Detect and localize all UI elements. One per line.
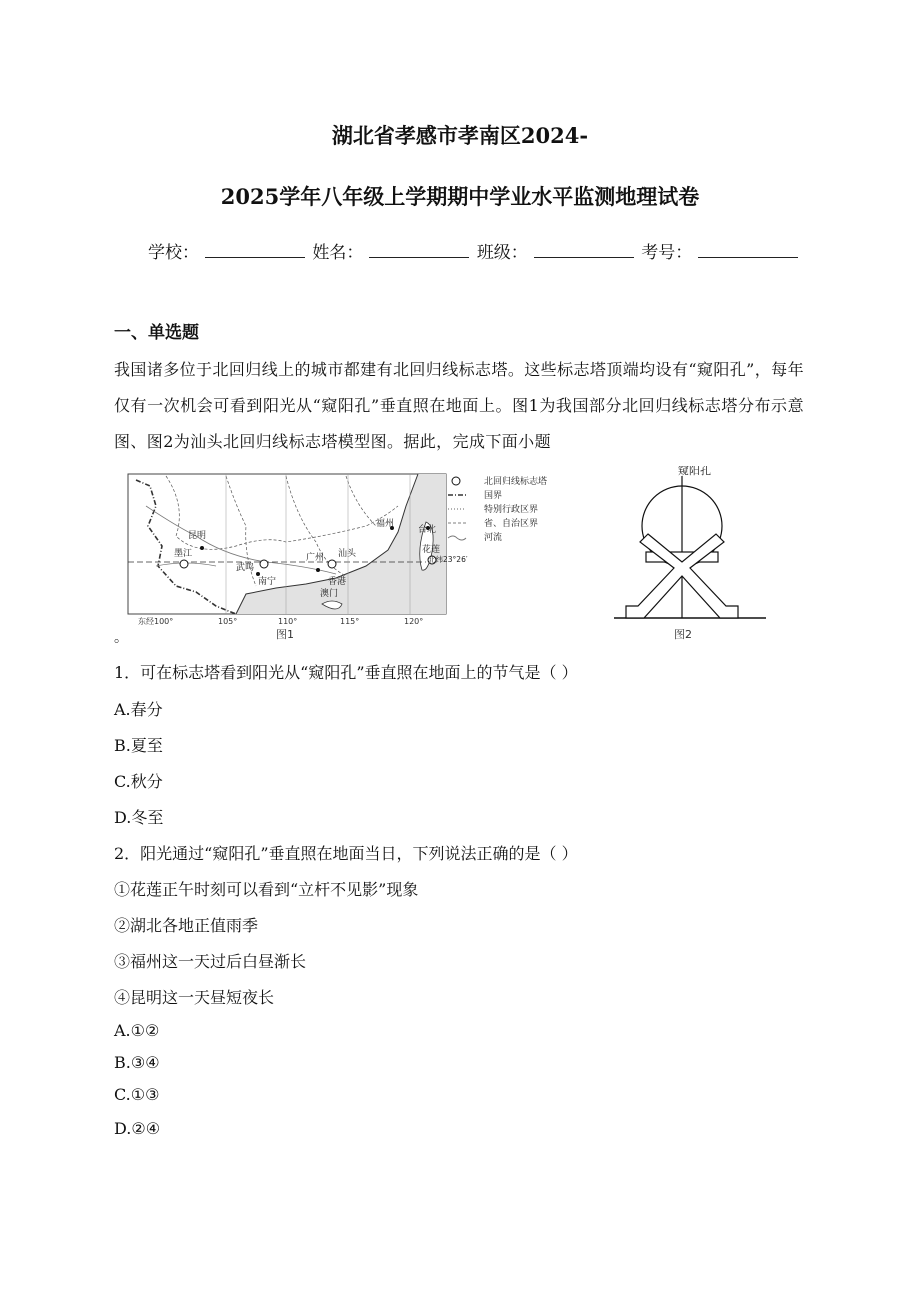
q1-option-a[interactable]: A.春分 [114,700,163,719]
svg-text:图1: 图1 [276,628,294,641]
svg-text:国界: 国界 [484,491,503,501]
student-info-row [148,238,800,263]
figure-images [126,466,786,646]
svg-text:120°: 120° [404,617,424,626]
svg-text:窥阳孔: 窥阳孔 [678,466,711,477]
svg-text:省、自治区界: 省、自治区界 [484,519,539,529]
q2-statement-1: ①花莲正午时刻可以看到“立杆不见影”现象 [114,880,419,899]
svg-text:北纬23°26′: 北纬23°26′ [428,555,468,564]
stem-trailing-mark: 。 [114,630,128,646]
exam-number-blank[interactable] [698,243,798,258]
svg-text:昆明: 昆明 [188,531,207,541]
exam-number-label: 考号： [641,243,693,263]
question-stem-paragraph: 我国诸多位于北回归线上的城市都建有北回归线标志塔。这些标志塔顶端均设有“窥阳孔”，每年仅有一次机会可看到阳光从“窥阳孔”垂直照在地面上。图1为我国部分北回归线标志塔分布示意图、图2为汕头北回归线标志塔模型图。据此，完成下面小题 [114,360,804,451]
svg-text:北回归线标志塔: 北回归线标志塔 [484,477,548,487]
svg-text:澳门: 澳门 [320,589,339,599]
question-2-stem: 2．阳光通过“窥阳孔”垂直照在地面当日，下列说法正确的是（ ） [114,844,578,863]
q2-option-a[interactable]: A.①② [114,1021,160,1040]
q2-statement-4: ④昆明这一天昼短夜长 [114,988,275,1007]
svg-text:汕头: 汕头 [338,549,357,559]
q2-statement-3: ③福州这一天过后白昼渐长 [114,952,307,971]
q2-option-c[interactable]: C.①③ [114,1085,160,1104]
q2-option-d[interactable]: D.②④ [114,1119,161,1138]
q1-option-c[interactable]: C.秋分 [114,772,163,791]
q2-statement-2: ②湖北各地正值雨季 [114,916,259,935]
school-blank[interactable] [205,243,305,258]
name-label: 姓名： [312,243,364,263]
svg-text:115°: 115° [340,617,360,626]
q1-option-b[interactable]: B.夏至 [114,736,163,755]
school-label: 学校： [148,243,199,263]
svg-text:武鸣: 武鸣 [236,563,255,573]
q1-option-d[interactable]: D.冬至 [114,808,164,827]
q2-option-b[interactable]: B.③④ [114,1053,160,1072]
svg-text:福州: 福州 [376,519,395,529]
svg-text:110°: 110° [278,617,298,626]
svg-text:墨江: 墨江 [174,549,193,559]
exam-title-line1: 湖北省孝感市孝南区2024- [331,123,589,148]
figure1-legend [448,475,547,543]
svg-text:南宁: 南宁 [258,577,277,587]
exam-title-line2: 2025学年八年级上学期期中学业水平监测地理试卷 [220,184,700,209]
svg-text:105°: 105° [218,617,238,626]
svg-text:图2: 图2 [674,628,692,641]
name-blank[interactable] [369,243,469,258]
svg-text:特别行政区界: 特别行政区界 [484,505,539,515]
question-1-stem: 1．可在标志塔看到阳光从“窥阳孔”垂直照在地面上的节气是（ ） [114,663,578,682]
svg-text:香港: 香港 [328,577,347,587]
class-label: 班级： [476,243,528,263]
figures [126,466,786,650]
section-title: 一、单选题 [114,323,199,343]
figure2-tower [614,466,766,641]
svg-text:东经100°: 东经100° [138,617,174,626]
svg-text:花莲: 花莲 [422,545,441,555]
svg-text:广州: 广州 [306,553,325,563]
svg-text:河流: 河流 [484,533,503,543]
class-blank[interactable] [534,243,634,258]
svg-text:台北: 台北 [418,525,437,535]
figure1-map [128,474,547,641]
